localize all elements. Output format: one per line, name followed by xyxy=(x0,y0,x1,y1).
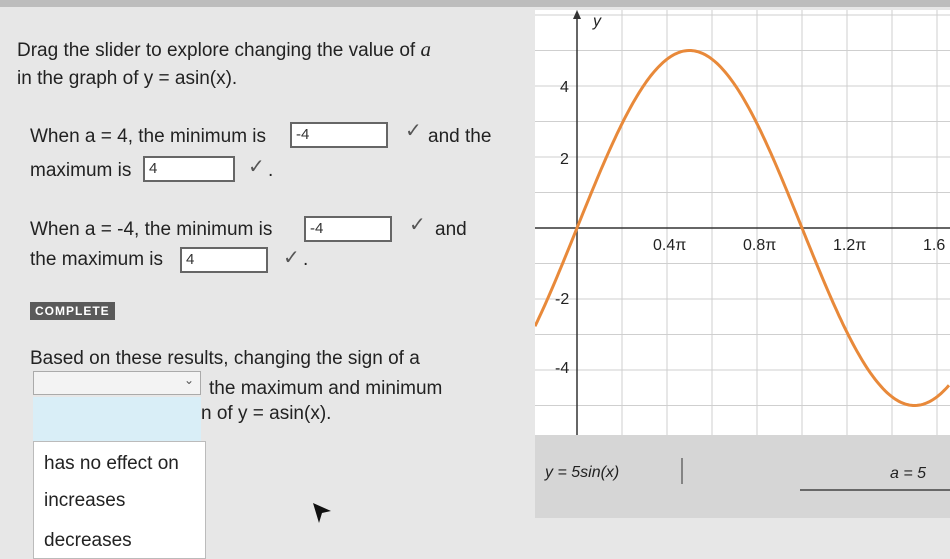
q2-min-label: , the minimum is xyxy=(134,219,273,240)
graph-plot-area xyxy=(535,10,950,435)
mouse-cursor-icon xyxy=(313,503,333,527)
q2-max-check-icon: ✓ xyxy=(283,247,300,269)
q2-and: and xyxy=(435,219,467,240)
x-tick-1: 0.8π xyxy=(743,237,777,254)
q1-prefix: When xyxy=(30,126,80,147)
intro-line-1 xyxy=(17,38,431,62)
effect-select[interactable] xyxy=(33,371,201,395)
q1-and-the: and the xyxy=(428,126,492,147)
q2-period: . xyxy=(303,249,309,270)
q2-condition: a = -4 xyxy=(84,219,135,240)
top-bar xyxy=(0,0,950,7)
chevron-down-icon: ⌄ xyxy=(183,373,194,387)
x-tick-2: 1.2π xyxy=(833,237,867,254)
status-badge: COMPLETE xyxy=(30,302,115,320)
q1-min-label: , the minimum is xyxy=(127,126,267,147)
intro-text: Drag the slider to explore changing the value of xyxy=(17,40,416,61)
intro-text-2: in the graph of xyxy=(17,68,139,89)
q3-line-3 xyxy=(201,403,331,425)
x-tick-3: 1.6 xyxy=(923,237,946,254)
y-tick-2: -2 xyxy=(555,291,570,308)
q2-min-check-icon: ✓ xyxy=(409,214,426,236)
q1-max-answer-box[interactable]: 4 xyxy=(143,156,235,182)
intro-line-2 xyxy=(17,68,237,90)
q2-max-label: the maximum is xyxy=(30,249,164,270)
dropdown-menu xyxy=(33,441,206,559)
q2-line-1 xyxy=(30,219,272,241)
q3-line-2: the maximum and minimum xyxy=(209,378,443,399)
q1-max-label: maximum is xyxy=(30,160,132,181)
q1-period: . xyxy=(268,160,274,181)
q3-formula: y = asin(x). xyxy=(237,403,332,424)
dropdown-highlight xyxy=(33,397,201,441)
y-tick-1: 2 xyxy=(560,151,569,168)
q2-max-answer-box[interactable]: 4 xyxy=(180,247,268,273)
slider-label: a = 5 xyxy=(890,465,927,482)
option-has-no-effect[interactable]: has no effect on xyxy=(44,453,179,474)
equation-text: y = 5sin(x) xyxy=(545,464,620,481)
intro-formula: y = asin(x). xyxy=(143,68,238,89)
q1-condition: a = 4 xyxy=(84,126,128,147)
intro-var-a: a xyxy=(420,37,431,61)
q1-max-check-icon: ✓ xyxy=(248,156,265,178)
q2-prefix: When xyxy=(30,219,80,240)
q1-line-1 xyxy=(30,126,266,148)
y-axis-label: y xyxy=(593,13,601,30)
option-decreases[interactable]: decreases xyxy=(44,530,132,551)
y-tick-0: 4 xyxy=(560,79,569,96)
q1-min-check-icon: ✓ xyxy=(405,120,422,142)
q2-min-answer-box[interactable]: -4 xyxy=(304,216,392,242)
graph-panel xyxy=(535,10,950,518)
y-tick-3: -4 xyxy=(555,360,570,377)
x-tick-0: 0.4π xyxy=(653,237,687,254)
q3-line-3-text: n of xyxy=(201,403,233,424)
q3-line-1: Based on these results, changing the sign of a xyxy=(30,348,420,369)
q1-min-answer-box[interactable]: -4 xyxy=(290,122,388,148)
option-increases[interactable]: increases xyxy=(44,490,126,511)
